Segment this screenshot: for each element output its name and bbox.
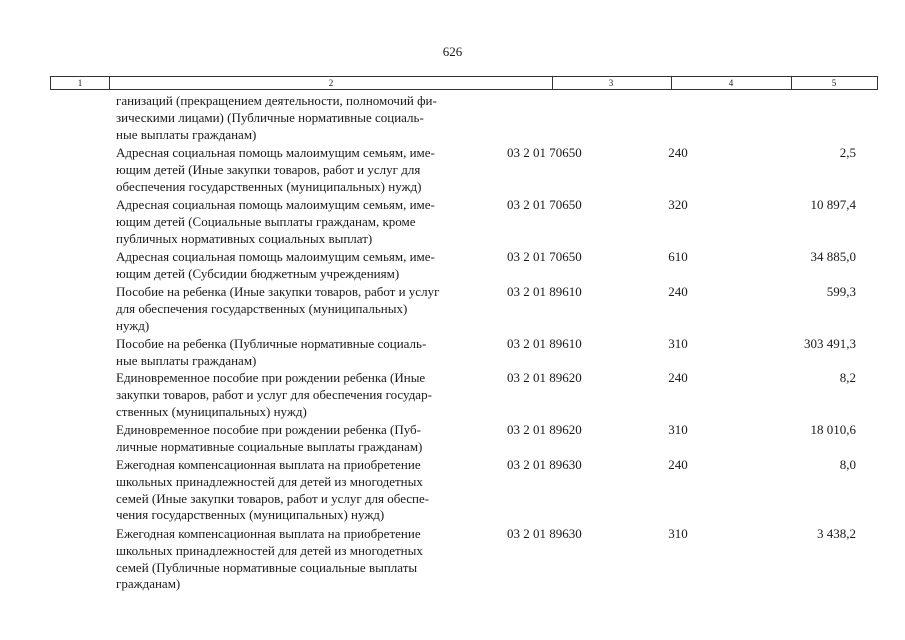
row-amount: 303 491,3 xyxy=(804,336,856,351)
row-expense-type: 310 xyxy=(668,422,688,437)
column-number-1: 1 xyxy=(51,77,110,89)
row-amount: 3 438,2 xyxy=(817,526,856,541)
row-target-code: 03 2 01 89610 xyxy=(507,336,582,351)
column-number-3: 3 xyxy=(551,77,672,89)
row-target-code: 03 2 01 89630 xyxy=(507,457,582,472)
row-expense-type: 240 xyxy=(668,370,688,385)
row-expense-type: 310 xyxy=(668,526,688,541)
column-number-5: 5 xyxy=(831,78,837,88)
row-expense-type: 240 xyxy=(668,457,688,472)
column-number-2: 2 xyxy=(109,77,553,89)
row-description: Адресная социальная помощь малоимущим семьям, име- ющим детей (Социальные выплаты гражданам, кроме публичных нормативных социальных выплат) xyxy=(116,197,435,246)
row-amount: 8,2 xyxy=(839,370,856,385)
row-expense-type: 310 xyxy=(668,336,688,351)
row-target-code: 03 2 01 70650 xyxy=(507,145,582,160)
row-description: Единовременное пособие при рождении ребенка (Пуб- личные нормативные социальные выплаты гражданам) xyxy=(116,422,423,454)
row-expense-type: 320 xyxy=(668,197,688,212)
row-description: ганизаций (прекращением деятельности, полномочий фи- зическими лицами) (Публичные нормативные социаль- ные выплаты гражданам) xyxy=(116,93,437,142)
row-target-code: 03 2 01 89620 xyxy=(507,370,582,385)
row-amount: 10 897,4 xyxy=(810,197,856,212)
row-description: Адресная социальная помощь малоимущим семьям, име- ющим детей (Иные закупки товаров, работ и услуг для обеспечения государственных (муниципальных) нужд) xyxy=(116,145,435,194)
row-amount: 18 010,6 xyxy=(810,422,856,437)
row-target-code: 03 2 01 89630 xyxy=(507,526,582,541)
row-amount: 8,0 xyxy=(839,457,856,472)
row-expense-type: 240 xyxy=(668,284,688,299)
row-target-code: 03 2 01 89620 xyxy=(507,422,582,437)
row-target-code: 03 2 01 89610 xyxy=(507,284,582,299)
row-expense-type: 610 xyxy=(668,249,688,264)
row-target-code: 03 2 01 70650 xyxy=(507,197,582,212)
row-description: Пособие на ребенка (Публичные нормативные социаль- ные выплаты гражданам) xyxy=(116,336,427,368)
page-number: 626 xyxy=(442,44,463,59)
row-expense-type: 240 xyxy=(668,145,688,160)
row-description: Пособие на ребенка (Иные закупки товаров, работ и услуг для обеспечения государственных (муниципальных) нужд) xyxy=(116,284,440,333)
row-amount: 2,5 xyxy=(839,145,856,160)
row-amount: 599,3 xyxy=(826,284,856,299)
row-target-code: 03 2 01 70650 xyxy=(507,249,582,264)
column-number-4: 4 xyxy=(671,77,792,89)
row-description: Адресная социальная помощь малоимущим семьям, име- ющим детей (Субсидии бюджетным учреждениям) xyxy=(116,249,435,281)
column-number-header xyxy=(50,76,878,90)
row-description: Ежегодная компенсационная выплата на приобретение школьных принадлежностей для детей из многодетных семей (Иные закупки товаров, работ и услуг для обеспе- чения государственных (муниципальных) нужд) xyxy=(116,457,430,523)
row-description: Единовременное пособие при рождении ребенка (Иные закупки товаров, работ и услуг для обеспечения государ- ственных (муниципальных) нужд) xyxy=(116,370,432,419)
row-amount: 34 885,0 xyxy=(810,249,856,264)
row-description: Ежегодная компенсационная выплата на приобретение школьных принадлежностей для детей из многодетных семей (Публичные нормативные социальные выплаты гражданам) xyxy=(116,526,423,592)
